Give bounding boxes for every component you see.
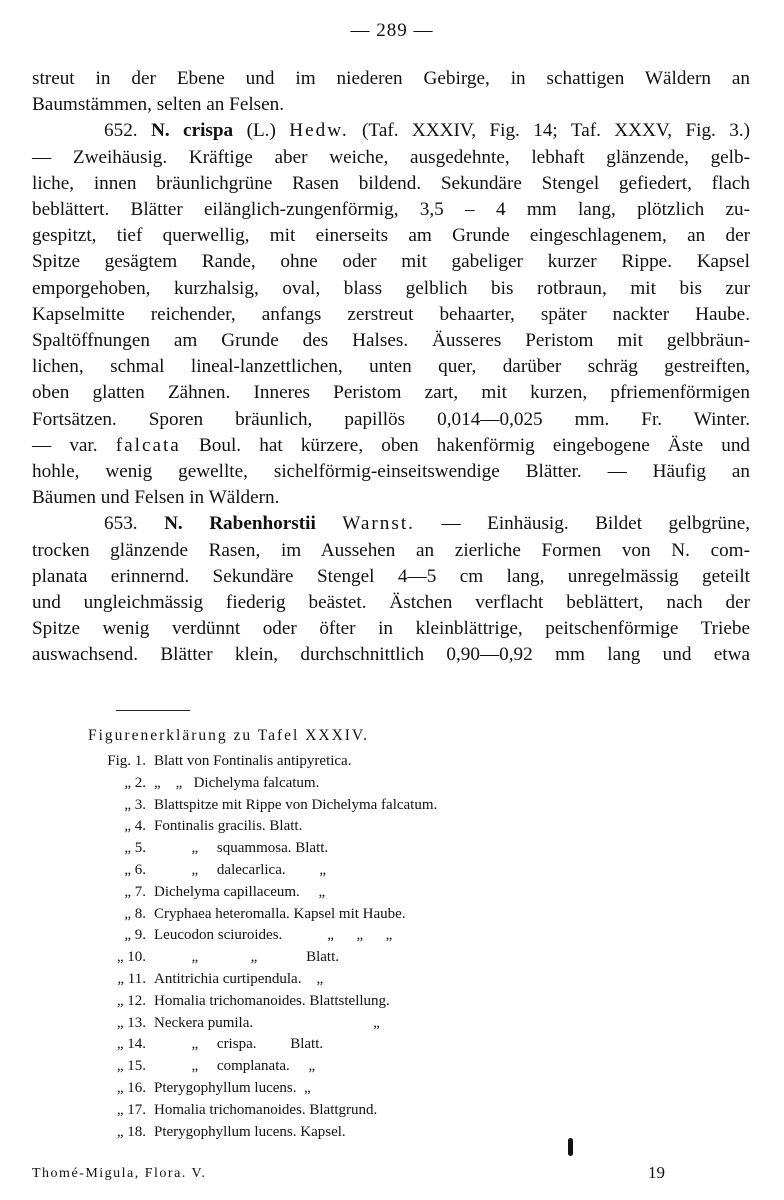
- text-line: und ungleichmässig fiederig beästet. Ästchen verflacht beblättert, nach der: [32, 592, 750, 614]
- text-line: Fortsätzen. Sporen bräunlich, papillös 0,014—0,025 mm. Fr. Winter.: [32, 408, 750, 430]
- figure-description: Neckera pumila. „: [154, 1014, 380, 1031]
- figure-description: Dichelyma capillaceum. „: [154, 883, 326, 900]
- entry-text: — Einhäusig. Bildet gelbgrüne,: [441, 513, 751, 535]
- species-name: N. crispa: [150, 120, 234, 142]
- entry-number: 652.: [104, 120, 138, 142]
- figure-description: Blatt von Fontinalis antipyretica.: [154, 753, 352, 769]
- figure-description: „ squammosa. Blatt.: [154, 840, 329, 857]
- text-line: gespitzt, tief querwellig, mit einerseits am Grunde eingeschlagenem, an der: [32, 225, 750, 247]
- figure-number: „ 12.: [116, 992, 146, 1009]
- figure-legend-item: [80, 1122, 640, 1144]
- figure-number: „ 8.: [124, 905, 146, 922]
- figure-number: „ 15.: [116, 1058, 146, 1075]
- figure-legend-title: Figurenerklärung zu Tafel XXXIV.: [88, 727, 370, 744]
- figure-legend-item: [80, 751, 640, 773]
- text-line: Spitze wenig verdünnt oder öfter in kleinblättrige, peitschenförmige Triebe: [32, 618, 750, 640]
- variety-text: hat kürzere, oben hakenförmig eingebogene Äste und: [259, 434, 751, 456]
- text-line: — Zweihäusig. Kräftige aber weiche, ausgedehnte, lebhaft glänzende, gelb-: [32, 146, 750, 168]
- text-line: planata erinnernd. Sekundäre Stengel 4—5 cm lang, unregelmässig geteilt: [32, 565, 750, 587]
- figure-legend-item: [80, 904, 640, 926]
- figure-description: Pterygophyllum lucens. „: [154, 1079, 311, 1096]
- figure-number: „ 3.: [124, 796, 146, 813]
- figure-description: „ „ Dichelyma falcatum.: [154, 774, 320, 791]
- species-entry-653: [32, 511, 750, 668]
- text-line: Spaltöffnungen am Grunde des Halses. Äusseres Peristom mit gelbbräun-: [32, 330, 750, 352]
- figure-legend-item: [80, 1034, 640, 1056]
- entry-heading: [32, 511, 750, 537]
- figure-legend-item: [80, 882, 640, 904]
- species-name: N. Rabenhorstii: [164, 513, 316, 535]
- figure-number: „ 18.: [116, 1123, 146, 1140]
- figure-number: „ 16.: [116, 1079, 146, 1096]
- figure-legend-item: [80, 969, 640, 991]
- figure-description: „ dalecarlica. „: [154, 861, 327, 878]
- figure-legend-list: [80, 751, 640, 1143]
- figure-number: „ 10.: [116, 949, 146, 966]
- variety-name: falcata: [115, 434, 181, 456]
- entry-heading: [32, 118, 750, 144]
- figure-description: Leucodon sciuroides. „ „ „: [154, 927, 393, 944]
- figure-number: „ 9.: [124, 927, 146, 944]
- figure-legend-item: [80, 991, 640, 1013]
- variety-prefix: — var.: [32, 434, 98, 456]
- figure-description: Blattspitze mit Rippe von Dichelyma falcatum.: [154, 796, 438, 813]
- text-line: emporgehoben, kurzhalsig, oval, blass gelblich bis rotbraun, mit bis zur: [32, 277, 750, 299]
- variety-author: Boul.: [198, 434, 242, 456]
- figure-description: Cryphaea heteromalla. Kapsel mit Haube.: [154, 905, 406, 922]
- variety-line: [32, 433, 750, 459]
- footer-sheet-number: 19: [648, 1163, 665, 1182]
- plate-reference: (Taf. XXXIV, Fig. 14; Taf. XXXV, Fig. 3.): [362, 120, 751, 142]
- figure-number: „ 14.: [116, 1036, 146, 1053]
- species-author: Warnst.: [342, 513, 415, 535]
- figure-description: „ crispa. Blatt.: [154, 1036, 324, 1053]
- text-line: Kapselmitte reichender, anfangs zerstreut behaarter, später nackter Haube.: [32, 303, 750, 325]
- figure-number: „ 7.: [124, 883, 146, 900]
- figure-number: „ 6.: [124, 861, 146, 878]
- figure-number: Fig. 1.: [107, 753, 146, 769]
- figure-legend-item: [80, 1100, 640, 1122]
- text-line: auswachsend. Blätter klein, durchschnittlich 0,90—0,92 mm lang und etwa: [32, 644, 750, 666]
- figure-number: „ 5.: [124, 840, 146, 857]
- figure-legend-item: [80, 1056, 640, 1078]
- intro-paragraph: [32, 66, 750, 118]
- figure-description: Pterygophyllum lucens. Kapsel.: [154, 1123, 346, 1140]
- ink-blot: [568, 1138, 573, 1156]
- body-text: [32, 66, 750, 669]
- text-line: liche, innen bräunlichgrüne Rasen bildend. Sekundäre Stengel gefiedert, flach: [32, 172, 750, 194]
- figure-legend-item: [80, 947, 640, 969]
- figure-description: „ „ Blatt.: [154, 949, 339, 966]
- text-line: streut in der Ebene und im niederen Gebirge, in schattigen Wäldern an: [32, 68, 750, 89]
- figure-description: Homalia trichomanoides. Blattgrund.: [154, 1101, 378, 1118]
- entry-number: 653.: [104, 513, 138, 535]
- figure-legend-item: [80, 1078, 640, 1100]
- text-line: oben glatten Zähnen. Inneres Peristom zart, mit kurzen, pfriemenförmigen: [32, 382, 750, 404]
- page-number: — 289 —: [350, 20, 434, 41]
- text-line: Bäumen und Felsen in Wäldern.: [32, 487, 280, 509]
- text-line: trocken glänzende Rasen, im Aussehen an zierliche Formen von N. com-: [32, 539, 750, 561]
- text-line: beblättert. Blätter eilänglich-zungenförmig, 3,5 – 4 mm lang, plötzlich zu-: [32, 199, 750, 221]
- figure-legend-item: [80, 773, 640, 795]
- figure-description: Fontinalis gracilis. Blatt.: [154, 818, 303, 835]
- figure-legend-item: [80, 795, 640, 817]
- figure-description: Antitrichia curtipendula. „: [154, 970, 324, 987]
- text-line: Spitze gesägtem Rande, ohne oder mit gabeliger kurzer Rippe. Kapsel: [32, 251, 750, 273]
- figure-description: Homalia trichomanoides. Blattstellung.: [154, 992, 390, 1009]
- figure-legend-item: [80, 816, 640, 838]
- figure-number: „ 4.: [124, 818, 146, 835]
- footer-signature: Thomé-Migula, Flora. V.: [32, 1166, 207, 1181]
- text-line: lichen, schmal lineal-lanzettlichen, unten quer, darüber schräg gestreiften,: [32, 356, 750, 378]
- footnote-separator: [116, 710, 190, 711]
- text-line: hohle, wenig gewellte, sichelförmig-einseitswendige Blätter. — Häufig an: [32, 461, 750, 483]
- figure-number: „ 11.: [117, 970, 146, 987]
- figure-number: „ 2.: [124, 774, 146, 791]
- figure-legend-item: [80, 925, 640, 947]
- figure-legend-item: [80, 1013, 640, 1035]
- text-line: Baumstämmen, selten an Felsen.: [32, 94, 285, 116]
- figure-description: „ complanata. „: [154, 1058, 316, 1075]
- figure-legend-item: [80, 838, 640, 860]
- figure-number: „ 17.: [116, 1101, 146, 1118]
- species-entry-652: [32, 118, 750, 511]
- figure-legend-item: [80, 860, 640, 882]
- figure-number: „ 13.: [116, 1014, 146, 1031]
- species-author: (L.) Hedw.: [246, 120, 349, 142]
